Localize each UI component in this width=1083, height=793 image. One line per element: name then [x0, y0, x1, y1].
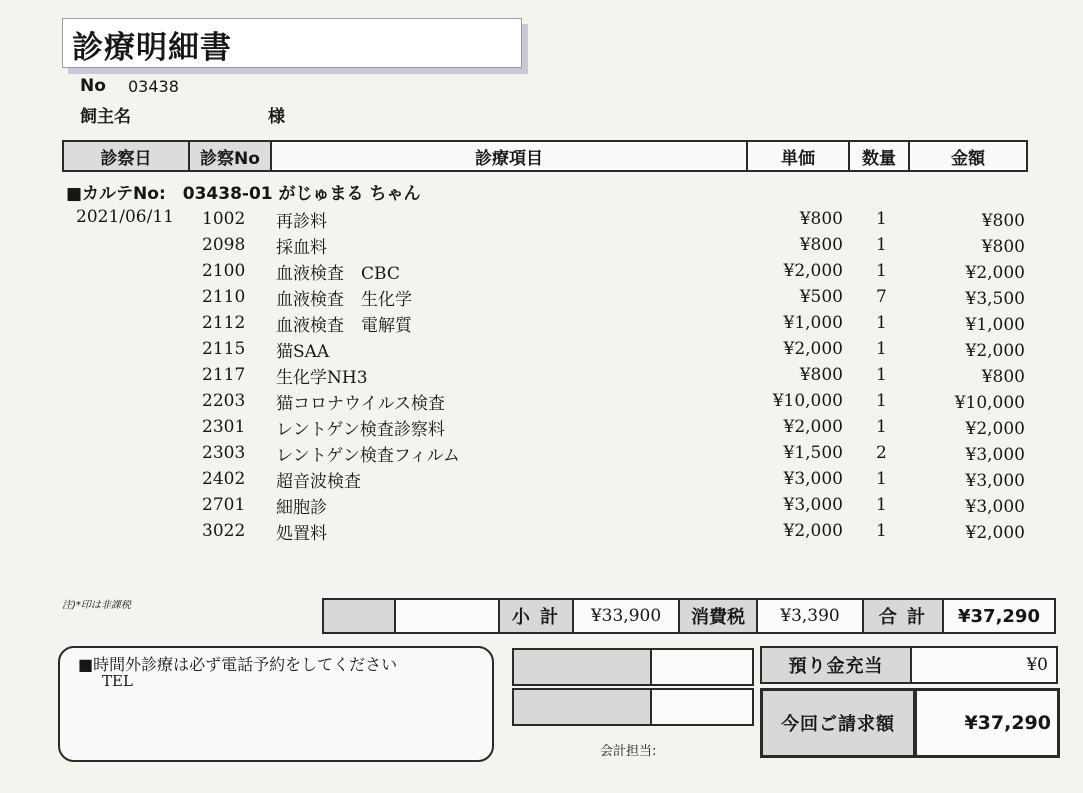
row-qty: 1	[876, 235, 887, 255]
row-amount: ¥1,000	[965, 315, 1025, 335]
row-qty: 1	[876, 391, 887, 411]
row-amount: ¥800	[981, 237, 1025, 257]
row-item: 処置料	[276, 524, 327, 544]
row-qty: 1	[876, 261, 887, 281]
tax-label: 消費税	[678, 598, 758, 634]
row-item: 採血料	[276, 238, 327, 258]
header-price: 単価	[746, 140, 850, 172]
row-amount: ¥3,000	[965, 497, 1025, 517]
blank-box-2	[394, 598, 500, 634]
row-amount: ¥3,000	[965, 471, 1025, 491]
row-code: 2402	[202, 469, 246, 489]
row-code: 2303	[202, 443, 246, 463]
row-code: 1002	[202, 209, 246, 229]
row-qty: 1	[876, 417, 887, 437]
row-item: 血液検査 電解質	[276, 316, 412, 336]
blank-box-4	[650, 648, 754, 686]
row-amount: ¥3,500	[965, 289, 1025, 309]
row-price: ¥2,000	[783, 339, 843, 359]
record-no-label: No	[80, 76, 106, 96]
row-qty: 1	[876, 469, 887, 489]
row-amount: ¥2,000	[965, 341, 1025, 361]
total-value: ¥37,290	[942, 598, 1056, 634]
total-label: 合 計	[862, 598, 944, 634]
blank-box-1	[322, 598, 396, 634]
deposit-label: 預り金充当	[760, 646, 912, 684]
blank-box-6	[650, 688, 754, 726]
row-price: ¥2,000	[783, 261, 843, 281]
row-amount: ¥800	[981, 367, 1025, 387]
row-price: ¥1,000	[783, 313, 843, 333]
row-price: ¥1,500	[783, 443, 843, 463]
header-amount: 金額	[908, 140, 1028, 172]
header-item: 診療項目	[270, 140, 748, 172]
row-qty: 1	[876, 365, 887, 385]
subtotal-value: ¥33,900	[572, 598, 680, 634]
karte-line: ■カルテNo: 03438-01 がじゅまる ちゃん	[66, 184, 421, 204]
row-code: 2701	[202, 495, 246, 515]
row-qty: 7	[876, 287, 887, 307]
row-qty: 1	[876, 521, 887, 541]
row-amount: ¥3,000	[965, 445, 1025, 465]
billing-value: ¥37,290	[914, 688, 1060, 758]
row-item: 細胞診	[276, 498, 327, 518]
visit-date: 2021/06/11	[76, 207, 174, 227]
deposit-value: ¥0	[910, 646, 1058, 684]
row-item: 血液検査 生化学	[276, 290, 412, 310]
header-date: 診察日	[62, 140, 190, 172]
row-price: ¥800	[799, 209, 843, 229]
tel-label: TEL	[102, 672, 133, 690]
owner-honorific: 様	[268, 107, 285, 127]
header-no: 診察No	[188, 140, 272, 172]
row-qty: 1	[876, 495, 887, 515]
row-price: ¥500	[799, 287, 843, 307]
row-price: ¥800	[799, 235, 843, 255]
row-item: レントゲン検査フィルム	[276, 446, 460, 466]
row-code: 2110	[202, 287, 246, 307]
tax-note: 注)*印は非課税	[62, 600, 131, 611]
row-item: 再診料	[276, 212, 327, 232]
row-qty: 1	[876, 209, 887, 229]
row-price: ¥2,000	[783, 417, 843, 437]
row-item: 生化学NH3	[276, 368, 368, 388]
header-qty: 数量	[848, 140, 910, 172]
row-qty: 2	[876, 443, 887, 463]
row-code: 2203	[202, 391, 246, 411]
row-price: ¥3,000	[783, 495, 843, 515]
row-code: 2115	[202, 339, 246, 359]
row-price: ¥800	[799, 365, 843, 385]
tax-value: ¥3,390	[756, 598, 864, 634]
row-code: 2117	[202, 365, 246, 385]
row-amount: ¥2,000	[965, 419, 1025, 439]
blank-box-3	[512, 648, 652, 686]
row-code: 2098	[202, 235, 246, 255]
blank-box-5	[512, 688, 652, 726]
row-price: ¥10,000	[772, 391, 843, 411]
row-code: 2301	[202, 417, 246, 437]
row-amount: ¥2,000	[965, 263, 1025, 283]
staff-label: 会計担当:	[600, 744, 657, 759]
row-item: 超音波検査	[276, 472, 361, 492]
document-title: 診療明細書	[72, 30, 232, 66]
row-code: 3022	[202, 521, 246, 541]
row-amount: ¥800	[981, 211, 1025, 231]
subtotal-label: 小 計	[498, 598, 574, 634]
record-no-value: 03438	[128, 77, 179, 96]
owner-name-label: 飼主名	[80, 107, 131, 127]
row-item: 猫コロナウイルス検査	[276, 394, 445, 414]
row-item: 猫SAA	[276, 342, 330, 362]
row-amount: ¥10,000	[954, 393, 1025, 413]
row-price: ¥2,000	[783, 521, 843, 541]
row-item: 血液検査 CBC	[276, 264, 400, 284]
row-code: 2112	[202, 313, 246, 333]
after-hours-notice: ■時間外診療は必ず電話予約をしてください	[78, 655, 398, 674]
row-code: 2100	[202, 261, 246, 281]
billing-label: 今回ご請求額	[760, 688, 916, 758]
row-qty: 1	[876, 339, 887, 359]
row-price: ¥3,000	[783, 469, 843, 489]
row-item: レントゲン検査診察料	[276, 420, 445, 440]
row-qty: 1	[876, 313, 887, 333]
row-amount: ¥2,000	[965, 523, 1025, 543]
